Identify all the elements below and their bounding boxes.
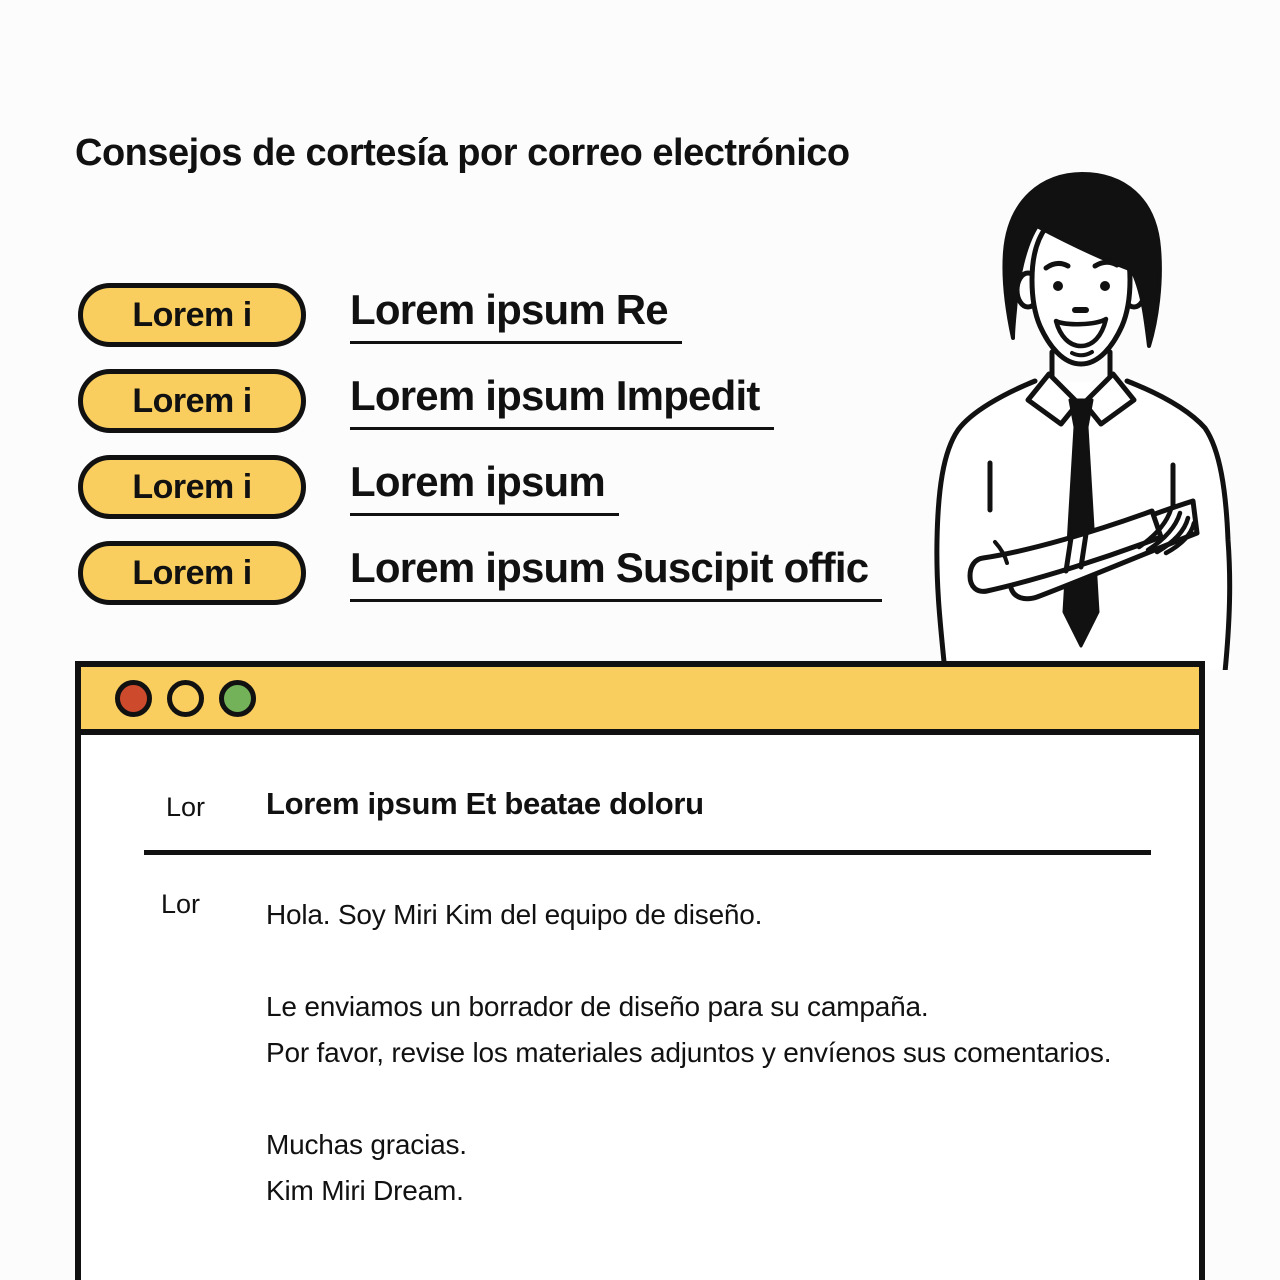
body-field-label: Lor xyxy=(161,889,201,919)
subject-field-label: Lor xyxy=(166,792,206,822)
email-body xyxy=(266,892,1206,1260)
tip-row xyxy=(78,541,882,605)
email-subject: Lorem ipsum Et beatae doloru xyxy=(266,786,704,821)
subject-divider xyxy=(144,850,1151,855)
tip-badge[interactable]: Lorem i xyxy=(78,541,306,605)
minimize-button[interactable] xyxy=(167,680,204,717)
tip-badge[interactable]: Lorem i xyxy=(78,455,306,519)
tip-badge[interactable]: Lorem i xyxy=(78,283,306,347)
window-titlebar xyxy=(81,667,1199,735)
tip-row xyxy=(78,455,619,519)
page-title: Consejos de cortesía por correo electrónico xyxy=(75,132,850,174)
businessman-arms-crossed-illustration xyxy=(925,160,1255,670)
zoom-button[interactable] xyxy=(219,680,256,717)
email-paragraph: Hola. Soy Miri Kim del equipo de diseño. xyxy=(266,899,763,930)
tip-row xyxy=(78,283,682,347)
tip-link[interactable]: Lorem ipsum Impedit xyxy=(350,372,774,430)
tip-badge[interactable]: Lorem i xyxy=(78,369,306,433)
email-paragraph: Le enviamos un borrador de diseño para su campaña. Por favor, revise los materiales adjuntos y envíenos sus comentarios. xyxy=(266,991,1112,1068)
tip-link[interactable]: Lorem ipsum xyxy=(350,458,619,516)
tip-link[interactable]: Lorem ipsum Suscipit offic xyxy=(350,544,882,602)
email-paragraph: Muchas gracias. Kim Miri Dream. xyxy=(266,1129,467,1206)
email-window xyxy=(75,661,1205,1280)
tip-link[interactable]: Lorem ipsum Re xyxy=(350,286,682,344)
tip-row xyxy=(78,369,774,433)
close-button[interactable] xyxy=(115,680,152,717)
